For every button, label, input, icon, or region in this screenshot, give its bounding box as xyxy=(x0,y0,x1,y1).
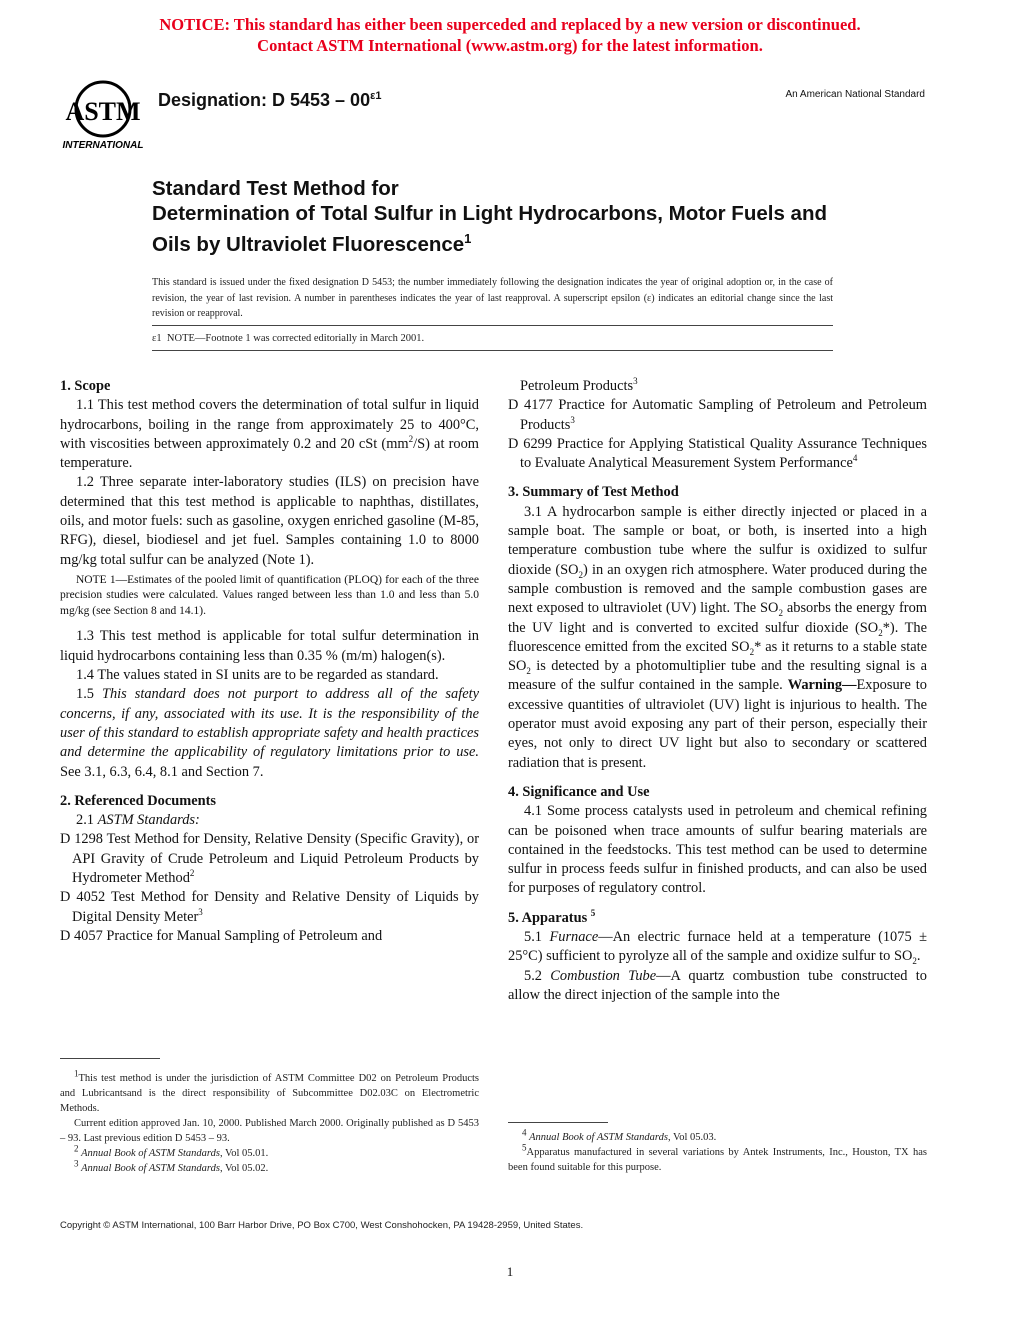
section-heading-referenced: 2. Referenced Documents xyxy=(60,792,216,809)
subscript: 2 xyxy=(526,666,531,677)
p3-1-text: absorbs the energy from the UV light and is converted to excited sulfur dioxide (SO xyxy=(508,600,927,636)
footnote xyxy=(60,1158,479,1176)
divider xyxy=(152,325,833,326)
paragraph-1-2: 1.2 Three separate inter-laboratory studies (ILS) on precision have determined that this test method is applicable to naphthas, distillates, oils, and motor fuels: such as gasoline, oxygen enriched gasoline (M-85, RFG), diesel, biodiesel and jet fuel. Samples containing 1.0 to 8000 mg/kg total sulfur can be analyzed (Note 1). xyxy=(60,474,479,568)
footnote xyxy=(60,1116,479,1146)
p5-1-term: Furnace xyxy=(549,929,599,946)
p5-1-end: . xyxy=(916,948,921,965)
section-heading-scope: 1. Scope xyxy=(60,378,111,394)
ref-fn: 4 xyxy=(852,453,858,464)
footnote-mark: 2 xyxy=(74,1143,79,1154)
footnote-text: , Vol 05.01. xyxy=(219,1148,269,1159)
footnote-italic: Annual Book of ASTM Standards xyxy=(81,1148,220,1159)
p1-1-sup: 2 xyxy=(408,434,414,445)
ref-text: Practice for Automatic Sampling of Petroleum and Petroleum Products xyxy=(520,397,927,433)
title-line-1: Standard Test Method for xyxy=(152,177,399,200)
ref-text: Practice for Applying Statistical Quality Assurance Techniques to Evaluate Analytical Measurement System Performance xyxy=(520,435,927,472)
left-column xyxy=(60,377,479,946)
paragraph-4-1: 4.1 Some process catalysts used in petroleum and chemical refining can be poisoned when trace amounts of sulfur bearing materials are contained in the feedstocks. This test method can be used to determine sulfur in process feeds sulfur in finished products, and can also be used for purposes of regulatory control. xyxy=(508,803,927,897)
notice-line-1: NOTICE: This standard has either been superceded and replaced by a new version or discontinued. xyxy=(159,15,861,34)
copyright: Copyright © ASTM International, 100 Barr Harbor Drive, PO Box C700, West Conshohocken, PA 19428-2959, United States. xyxy=(60,1220,584,1231)
divider xyxy=(152,350,833,351)
ref-fn: 2 xyxy=(189,868,195,879)
footnote-mark: 4 xyxy=(522,1127,527,1138)
p1-1-text-end: /S) at room temperature. xyxy=(60,435,479,472)
subscript: 2 xyxy=(778,608,783,619)
ref-item xyxy=(60,888,479,927)
ref-code: D 4052 xyxy=(60,889,106,906)
ref-item xyxy=(508,435,927,474)
subscript: 2 xyxy=(578,569,584,580)
section-heading-significance: 4. Significance and Use xyxy=(508,783,650,800)
p5-1-num: 5.1 xyxy=(524,929,542,946)
p1-5-italic: This standard does not purport to address all of the safety concerns, if any, associated with its use. It is the responsibility of the user of this standard to establish appropriate safety and health practices and determine the applicability of regulatory limitations prior to use. xyxy=(60,686,479,761)
footnote-text: Current edition approved Jan. 10, 2000. Published March 2000. Originally published as D 5453 – 93. Last previous edition D 5453 – 93. xyxy=(60,1118,479,1144)
paragraph-1-3: 1.3 This test method is applicable for total sulfur determination in liquid hydrocarbons containing less than 0.35 % (m/m) halogen(s). xyxy=(60,628,479,664)
page-number: 1 xyxy=(506,1264,514,1279)
p5-2-text: —A quartz combustion tube constructed to allow the direct injection of the sample into the xyxy=(508,967,927,1003)
p3-1-text: * as it returns to a stable state SO xyxy=(508,638,927,675)
ref-text: Test Method for Density, Relative Density (Specific Gravity), or API Gravity of Crude Petroleum and Liquid Petroleum Products by Hydrometer Method xyxy=(72,831,479,887)
ref-code: D 4057 xyxy=(60,927,103,944)
ref-item xyxy=(508,396,927,435)
footnote-italic: Annual Book of ASTM Standards xyxy=(81,1163,220,1174)
p3-1-text: *). The fluorescence emitted from the excited SO xyxy=(508,619,927,655)
sub-2-1-num: 2.1 xyxy=(76,812,94,829)
footnotes-right xyxy=(508,1127,927,1175)
notice-line-2: Contact ASTM International (www.astm.org) for the latest information. xyxy=(257,36,763,55)
paragraph-1-4: 1.4 The values stated in SI units are to be regarded as standard. xyxy=(76,667,439,684)
paragraph-1-5 xyxy=(60,685,479,781)
p1-5-tail: See 3.1, 6.3, 6.4, 8.1 and Section 7. xyxy=(60,763,264,780)
astm-logo-icon xyxy=(58,76,148,152)
ref-fn: 3 xyxy=(633,376,638,387)
paragraph-5-1 xyxy=(508,928,927,967)
p5-2-term: Combustion Tube xyxy=(550,967,657,984)
subscript: 2 xyxy=(878,627,883,638)
paragraph-1-1 xyxy=(60,396,479,473)
footnote-text: This test method is under the jurisdiction of ASTM Committee D02 on Petroleum Products and Lubricantsand is the direct responsibility of Subcommittee D02.03C on Electrometric Methods. xyxy=(60,1073,479,1114)
ref-text: Petroleum Products xyxy=(520,378,634,394)
right-column xyxy=(508,377,927,1005)
p3-1-text: 3.1 A hydrocarbon sample is either directly injected or placed in a sample boat. The sample or boat, or both, is inserted into a high temperature combustion tube where the sulfur is oxidized to sulfur dioxide (SO xyxy=(508,503,927,578)
ref-item xyxy=(60,830,479,888)
designation-epsilon: ε1 xyxy=(370,90,382,102)
document-title xyxy=(152,176,852,257)
logo-subtext: INTERNATIONAL xyxy=(62,140,144,151)
footnote xyxy=(508,1127,927,1145)
p5-2-num: 5.2 xyxy=(524,967,542,984)
heading-fn: 5 xyxy=(590,907,596,918)
p1-1-text: 1.1 This test method covers the determination of total sulfur in liquid hydrocarbons, boiling in the range from approximately 25 to 400°C, with viscosities between approximately 0.2 and 20 cSt (mm xyxy=(60,397,479,452)
epsilon-note xyxy=(152,333,424,344)
footnote xyxy=(508,1142,927,1175)
section-heading-apparatus xyxy=(508,909,927,928)
footnote-text: Apparatus manufactured in several variations by Antek Instruments, Inc., Houston, TX has been found suitable for this purpose. xyxy=(508,1147,927,1173)
ref-fn: 3 xyxy=(570,414,575,425)
epsilon-note-text: NOTE—Footnote 1 was corrected editorially in March 2001. xyxy=(166,333,425,344)
designation xyxy=(158,90,381,111)
footnotes-left xyxy=(60,1068,479,1176)
designation-text: Designation: D 5453 – 00 xyxy=(158,90,371,110)
footnote xyxy=(60,1143,479,1161)
american-national-standard: An American National Standard xyxy=(785,89,925,100)
ref-code: D 1298 xyxy=(60,831,104,848)
footnote-divider xyxy=(508,1122,608,1123)
p1-5-num: 1.5 xyxy=(76,686,94,703)
epsilon-note-mark: ε1 xyxy=(152,333,162,344)
warning-label: Warning— xyxy=(787,677,857,694)
ref-text: Test Method for Density and Relative Density of Liquids by Digital Density Meter xyxy=(72,889,479,925)
paragraph-5-2 xyxy=(508,967,927,1006)
footnote-mark: 1 xyxy=(74,1068,79,1079)
ref-item xyxy=(60,927,479,946)
p3-1-text: Exposure to excessive quantities of ultraviolet (UV) light is injurious to health. The operator must avoid exposing any part of their person, especially their eyes, not only to direct UV light but also to secondary or scattered radiation that is present. xyxy=(508,677,927,771)
section-heading-summary: 3. Summary of Test Method xyxy=(508,484,679,501)
ref-continued xyxy=(508,377,927,396)
ref-code: D 4177 xyxy=(508,397,553,414)
paragraph-3-1 xyxy=(508,503,927,773)
footnote xyxy=(60,1068,479,1116)
footnote-text: , Vol 05.03. xyxy=(667,1132,717,1143)
ref-text: Practice for Manual Sampling of Petroleum and xyxy=(106,927,383,944)
footnote-text: , Vol 05.02. xyxy=(219,1163,269,1174)
title-footnote-mark: 1 xyxy=(464,231,472,246)
logo-text: ASTM xyxy=(65,97,141,126)
note-1: NOTE 1—Estimates of the pooled limit of quantification (PLOQ) for each of the three precision studies were calculated. Values ranged between less than 1.0 and less than 5.0 mg/kg (see Section 8 and 14.1). xyxy=(60,573,479,617)
footnote-italic: Annual Book of ASTM Standards xyxy=(529,1132,668,1143)
footnote-mark: 3 xyxy=(74,1158,79,1169)
p3-1-text: is detected by a photomultiplier tube and the resulting signal is a measure of the sulfur contained in the sample. xyxy=(508,658,927,694)
footnote-divider xyxy=(60,1058,160,1059)
ref-code: D 6299 xyxy=(508,435,553,452)
sub-2-1 xyxy=(60,811,479,830)
ref-fn: 3 xyxy=(198,906,203,917)
subscript: 2 xyxy=(749,646,755,657)
notice-banner xyxy=(0,14,1020,56)
apparatus-heading-text: 5. Apparatus xyxy=(508,909,588,926)
subscript: 2 xyxy=(912,956,917,967)
issued-statement: This standard is issued under the fixed designation D 5453; the number immediately following the designation indicates the year of original adoption or, in the case of revision, the year of last revision. A number in parentheses indicates the year of last reapproval. A superscript epsilon (ε) indicates an editorial change since the last revision or reapproval. xyxy=(152,277,833,319)
footnote-mark: 5 xyxy=(522,1142,527,1153)
title-line-2: Determination of Total Sulfur in Light Hydrocarbons, Motor Fuels and Oils by Ultraviolet Fluorescence xyxy=(152,202,827,256)
p3-1-text: ) in an oxygen rich atmosphere. Water produced during the sample combustion is removed and the sample combustion gases are next exposed to ultraviolet (UV) light. The SO xyxy=(508,561,928,617)
sub-2-1-label: ASTM Standards: xyxy=(97,812,200,829)
p5-1-text: —An electric furnace held at a temperature (1075 ± 25°C) sufficient to pyrolyze all of the sample and oxidize sulfur to SO xyxy=(508,929,927,965)
